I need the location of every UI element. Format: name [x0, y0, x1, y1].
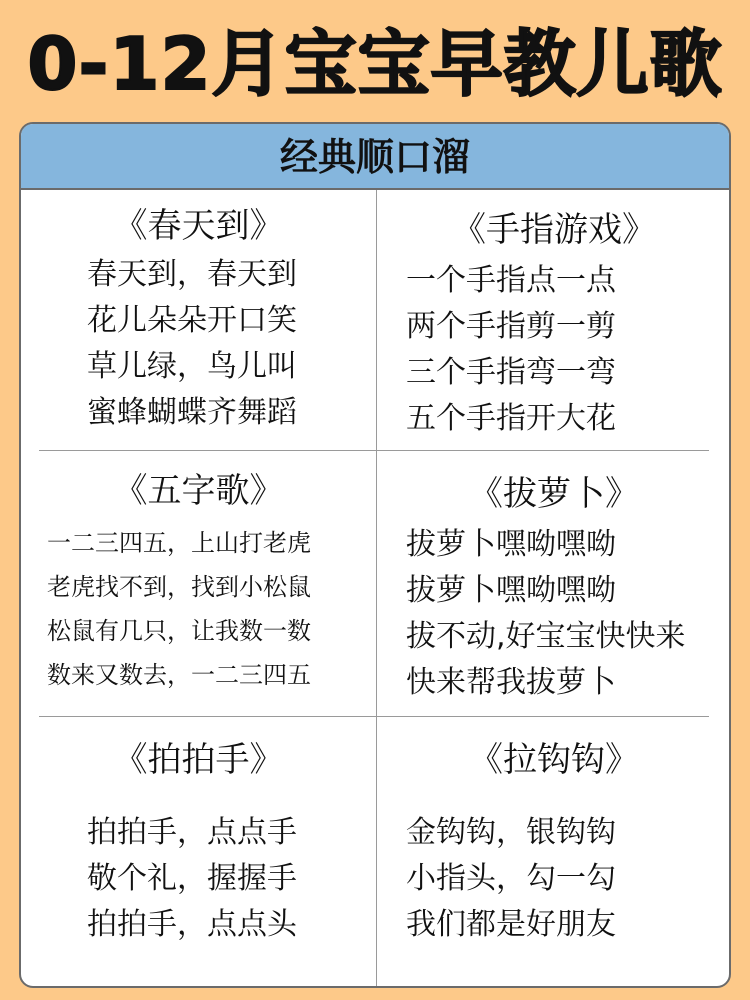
poem-line: 三个手指弯一弯 — [406, 355, 616, 390]
poem-pinky-promise — [377, 738, 731, 948]
poem-line: 老虎找不到，找到小松鼠 — [47, 573, 311, 601]
poem-clap-hands — [21, 738, 376, 948]
poem-line: 拔不动,好宝宝快快来 — [406, 619, 686, 654]
poem-title: 《拍拍手》 — [113, 740, 284, 780]
poem-line: 小指头，勾一勾 — [406, 861, 616, 896]
poem-title: 《拉钩钩》 — [469, 740, 639, 780]
poem-line: 松鼠有几只，让我数一数 — [47, 617, 311, 645]
poem-finger-game — [377, 208, 731, 442]
poem-line: 两个手指剪一剪 — [406, 309, 616, 344]
poem-line: 金钩钩，银钩钩 — [406, 815, 616, 850]
songs-card — [19, 122, 731, 988]
poem-pull-radish — [377, 472, 731, 706]
poem-line: 一二三四五，上山打老虎 — [47, 529, 311, 557]
poem-line: 一个手指点一点 — [406, 263, 616, 298]
poem-five-words — [21, 469, 376, 697]
poem-line: 快来帮我拔萝卜 — [406, 665, 616, 700]
poem-line: 数来又数去，一二三四五 — [47, 661, 311, 689]
poem-line: 五个手指开大花 — [406, 401, 616, 436]
poem-line: 拔萝卜嘿呦嘿呦 — [406, 573, 616, 608]
page-title: 0-12月宝宝早教儿歌 — [27, 22, 723, 106]
poem-spring — [21, 204, 376, 436]
poem-line: 拔萝卜嘿呦嘿呦 — [406, 527, 616, 562]
poem-title: 《拔萝卜》 — [469, 474, 639, 514]
poem-title: 《手指游戏》 — [452, 210, 656, 250]
row-divider — [39, 716, 709, 717]
poem-title: 《五字歌》 — [113, 471, 284, 511]
poem-line: 拍拍手，点点手 — [87, 815, 297, 850]
poem-line: 拍拍手，点点头 — [87, 907, 297, 942]
poem-line: 春天到，春天到 — [87, 257, 297, 292]
poem-line: 花儿朵朵开口笑 — [87, 303, 297, 338]
poem-line: 敬个礼，握握手 — [87, 861, 297, 896]
poem-title: 《春天到》 — [113, 206, 284, 246]
poem-line: 我们都是好朋友 — [406, 907, 616, 942]
poem-line: 蜜蜂蝴蝶齐舞蹈 — [87, 395, 297, 430]
row-divider — [39, 450, 709, 451]
poem-line: 草儿绿，鸟儿叫 — [87, 349, 297, 384]
card-header: 经典顺口溜 — [21, 124, 729, 190]
